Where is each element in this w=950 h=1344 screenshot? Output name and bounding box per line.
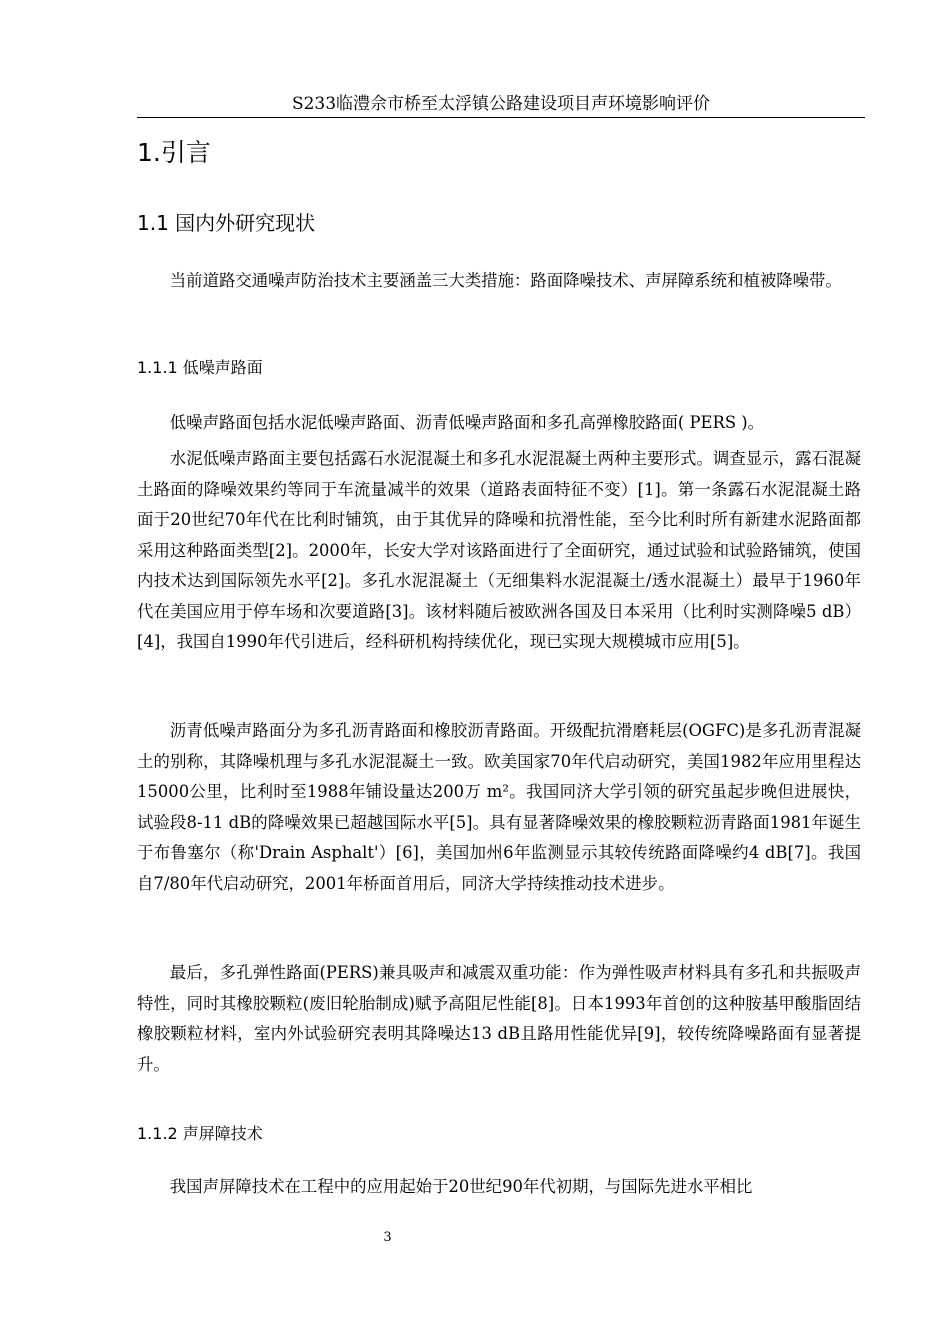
subsection-heading: 1.1 国内外研究现状 (137, 211, 316, 235)
paragraph: 最后，多孔弹性路面(PERS)兼具吸声和减震双重功能：作为弹性吸声材料具有多孔和共振吸声特性，同时其橡胶颗粒(废旧轮胎制成)赋予高阻尼性能[8]。日本1993年首创的这种胺基甲酸脂固结橡胶颗粒材料，室内外试验研究表明其降噪达13 dB且路用性能优异[9]，较传统降噪路面有显著提升。 (137, 963, 861, 1074)
subsubsection-heading-1-1-2: 1.1.2 声屏障技术 (137, 1124, 263, 1143)
page-number: 3 (383, 1230, 392, 1245)
paragraph: 沥青低噪声路面分为多孔沥青路面和橡胶沥青路面。开级配抗滑磨耗层(OGFC)是多孔沥青混凝土的别称，其降噪机理与多孔水泥混凝土一致。欧美国家70年代启动研究，美国1982年应用里程达15000公里，比利时至1988年铺设量达200万 m²。我国同济大学引领的研究虽起步晚但进展快，试验段8-11 dB的降噪效果已超越国际水平[5]。具有显著降噪效果的橡胶颗粒沥青路面1981年诞生于布鲁塞尔（称'Drain Asphalt'）[6]，美国加州6年监测显示其较传统路面降噪约4 dB[7]。我国自7/80年代启动研究，2001年桥面首用后，同济大学持续推动技术进步。 (137, 721, 861, 893)
paragraph: 水泥低噪声路面主要包括露石水泥混凝土和多孔水泥混凝土两种主要形式。调查显示，露石混凝土路面的降噪效果约等同于车流量减半的效果（道路表面特征不变）[1]。第一条露石水泥混凝土路面于20世纪70年代在比利时铺筑，由于其优异的降噪和抗滑性能，至今比利时所有新建水泥路面都采用这种路面类型[2]。2000年，长安大学对该路面进行了全面研究，通过试验和试验路铺筑，使国内技术达到国际领先水平[2]。多孔水泥混凝土（无细集料水泥混凝土/透水混凝土）最早于1960年代在美国应用于停车场和次要道路[3]。该材料随后被欧洲各国及日本采用（比利时实测降噪5 dB）[4]，我国自1990年代引进后，经科研机构持续优化，现已实现大规模城市应用[5]。 (137, 449, 861, 651)
subsubsection-heading-1-1-1: 1.1.1 低噪声路面 (137, 358, 263, 377)
section-heading: 1.引言 (137, 138, 211, 167)
paragraph: 我国声屏障技术在工程中的应用起始于20世纪90年代初期，与国际先进水平相比 (169, 1177, 753, 1196)
running-header: S233临澧佘市桥至太浮镇公路建设项目声环境影响评价 (291, 94, 711, 114)
header-rule (137, 117, 865, 118)
paragraph: 低噪声路面包括水泥低噪声路面、沥青低噪声路面和多孔高弹橡胶路面( PERS )。 (169, 413, 765, 432)
intro-paragraph: 当前道路交通噪声防治技术主要涵盖三大类措施：路面降噪技术、声屏障系统和植被降噪带。 (169, 271, 842, 290)
